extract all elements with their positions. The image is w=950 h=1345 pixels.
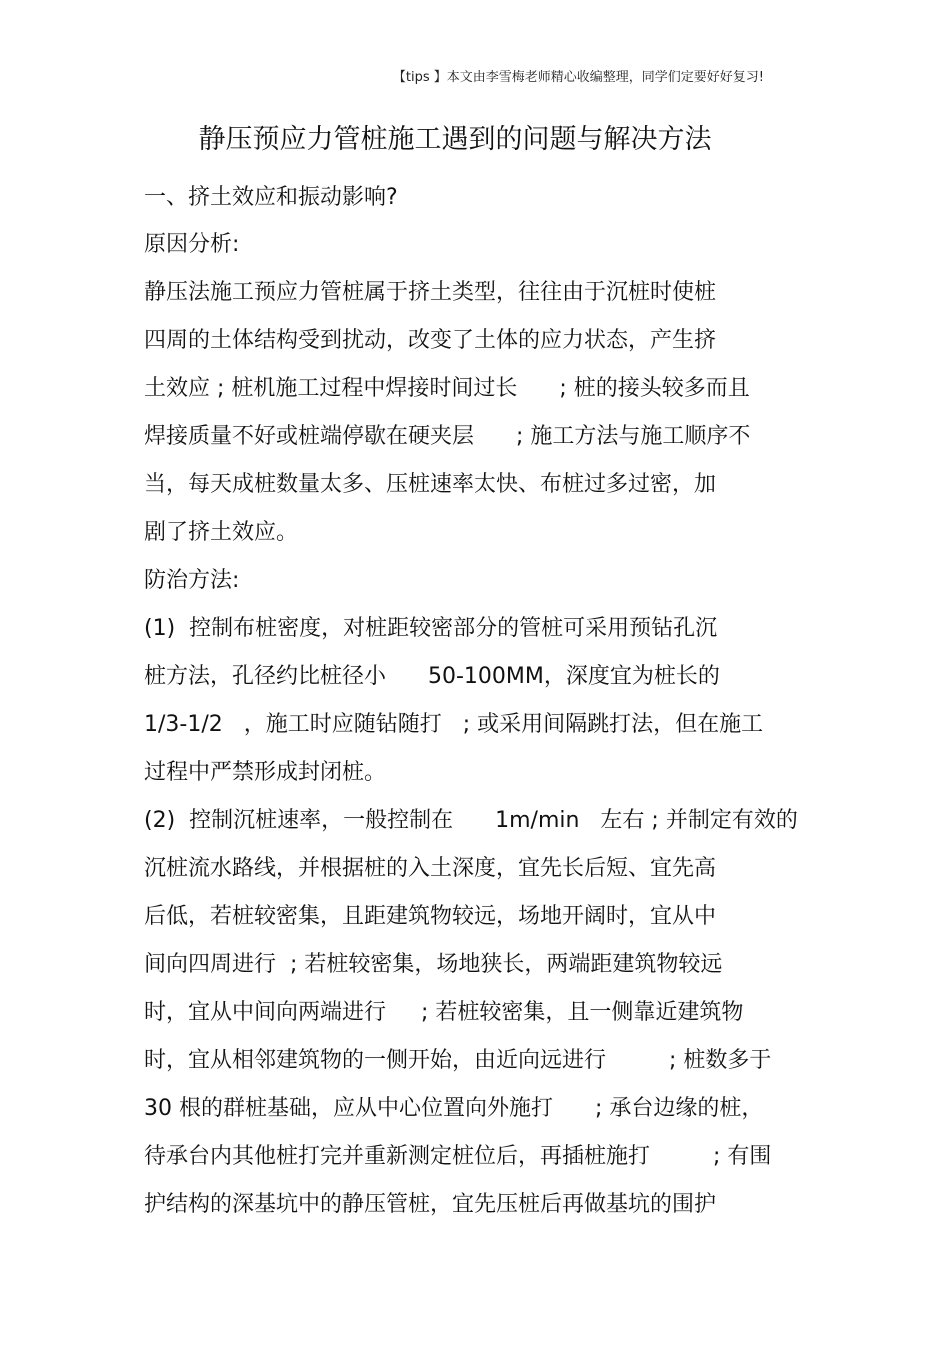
body-line: 焊接质量不好或桩端停歇在硬夹层 ; 施工方法与施工顺序不 xyxy=(144,424,751,449)
body-line: 桩方法，孔径约比桩径小 50-100MM，深度宜为桩长的 xyxy=(144,664,720,689)
body-line: 后低，若桩较密集，且距建筑物较远，场地开阔时，宜从中 xyxy=(144,904,717,929)
subheading-prevention: 防治方法: xyxy=(144,568,240,593)
body-line: 1/3-1/2 ，施工时应随钻随打 ; 或采用间隔跳打法，但在施工 xyxy=(144,712,764,737)
body-line: (1) 控制布桩密度，对桩距较密部分的管桩可采用预钻孔沉 xyxy=(144,616,718,641)
body-line: 剧了挤土效应。 xyxy=(144,520,299,545)
body-line: 时，宜从中间向两端进行 ; 若桩较密集，且一侧靠近建筑物 xyxy=(144,1000,744,1025)
body-line: 过程中严禁形成封闭桩。 xyxy=(144,760,387,785)
body-line: 护结构的深基坑中的静压管桩，宜先压桩后再做基坑的围护 xyxy=(144,1192,717,1217)
subheading-cause: 原因分析: xyxy=(144,232,240,257)
body-line: 四周的土体结构受到扰动，改变了土体的应力状态，产生挤 xyxy=(144,328,717,353)
body-line: 待承台内其他桩打完并重新测定桩位后，再插桩施打 ; 有围 xyxy=(144,1144,772,1169)
body-line: 当，每天成桩数量太多、压桩速率太快、布桩过多过密，加 xyxy=(144,472,717,497)
body-line: (2) 控制沉桩速率，一般控制在 1m/min 左右 ; 并制定有效的 xyxy=(144,808,798,833)
document-title: 静压预应力管桩施工遇到的问题与解决方法 xyxy=(198,124,712,155)
body-line: 土效应 ; 桩机施工过程中焊接时间过长 ; 桩的接头较多而且 xyxy=(144,376,750,401)
body-line: 30 根的群桩基础，应从中心位置向外施打 ; 承台边缘的桩， xyxy=(144,1096,764,1121)
header-tip: 【tips 】本文由李雪梅老师精心收编整理，同学们定要好好复习! xyxy=(392,70,764,85)
body-line: 静压法施工预应力管桩属于挤土类型，往往由于沉桩时使桩 xyxy=(144,280,717,305)
body-line: 沉桩流水路线，并根据桩的入土深度，宜先长后短、宜先高 xyxy=(144,856,717,881)
body-line: 间向四周进行 ; 若桩较密集，场地狭长，两端距建筑物较远 xyxy=(144,952,723,977)
section-heading: 一、挤土效应和振动影响? xyxy=(144,185,398,210)
body-line: 时，宜从相邻建筑物的一侧开始，由近向远进行 ; 桩数多于 xyxy=(144,1048,772,1073)
